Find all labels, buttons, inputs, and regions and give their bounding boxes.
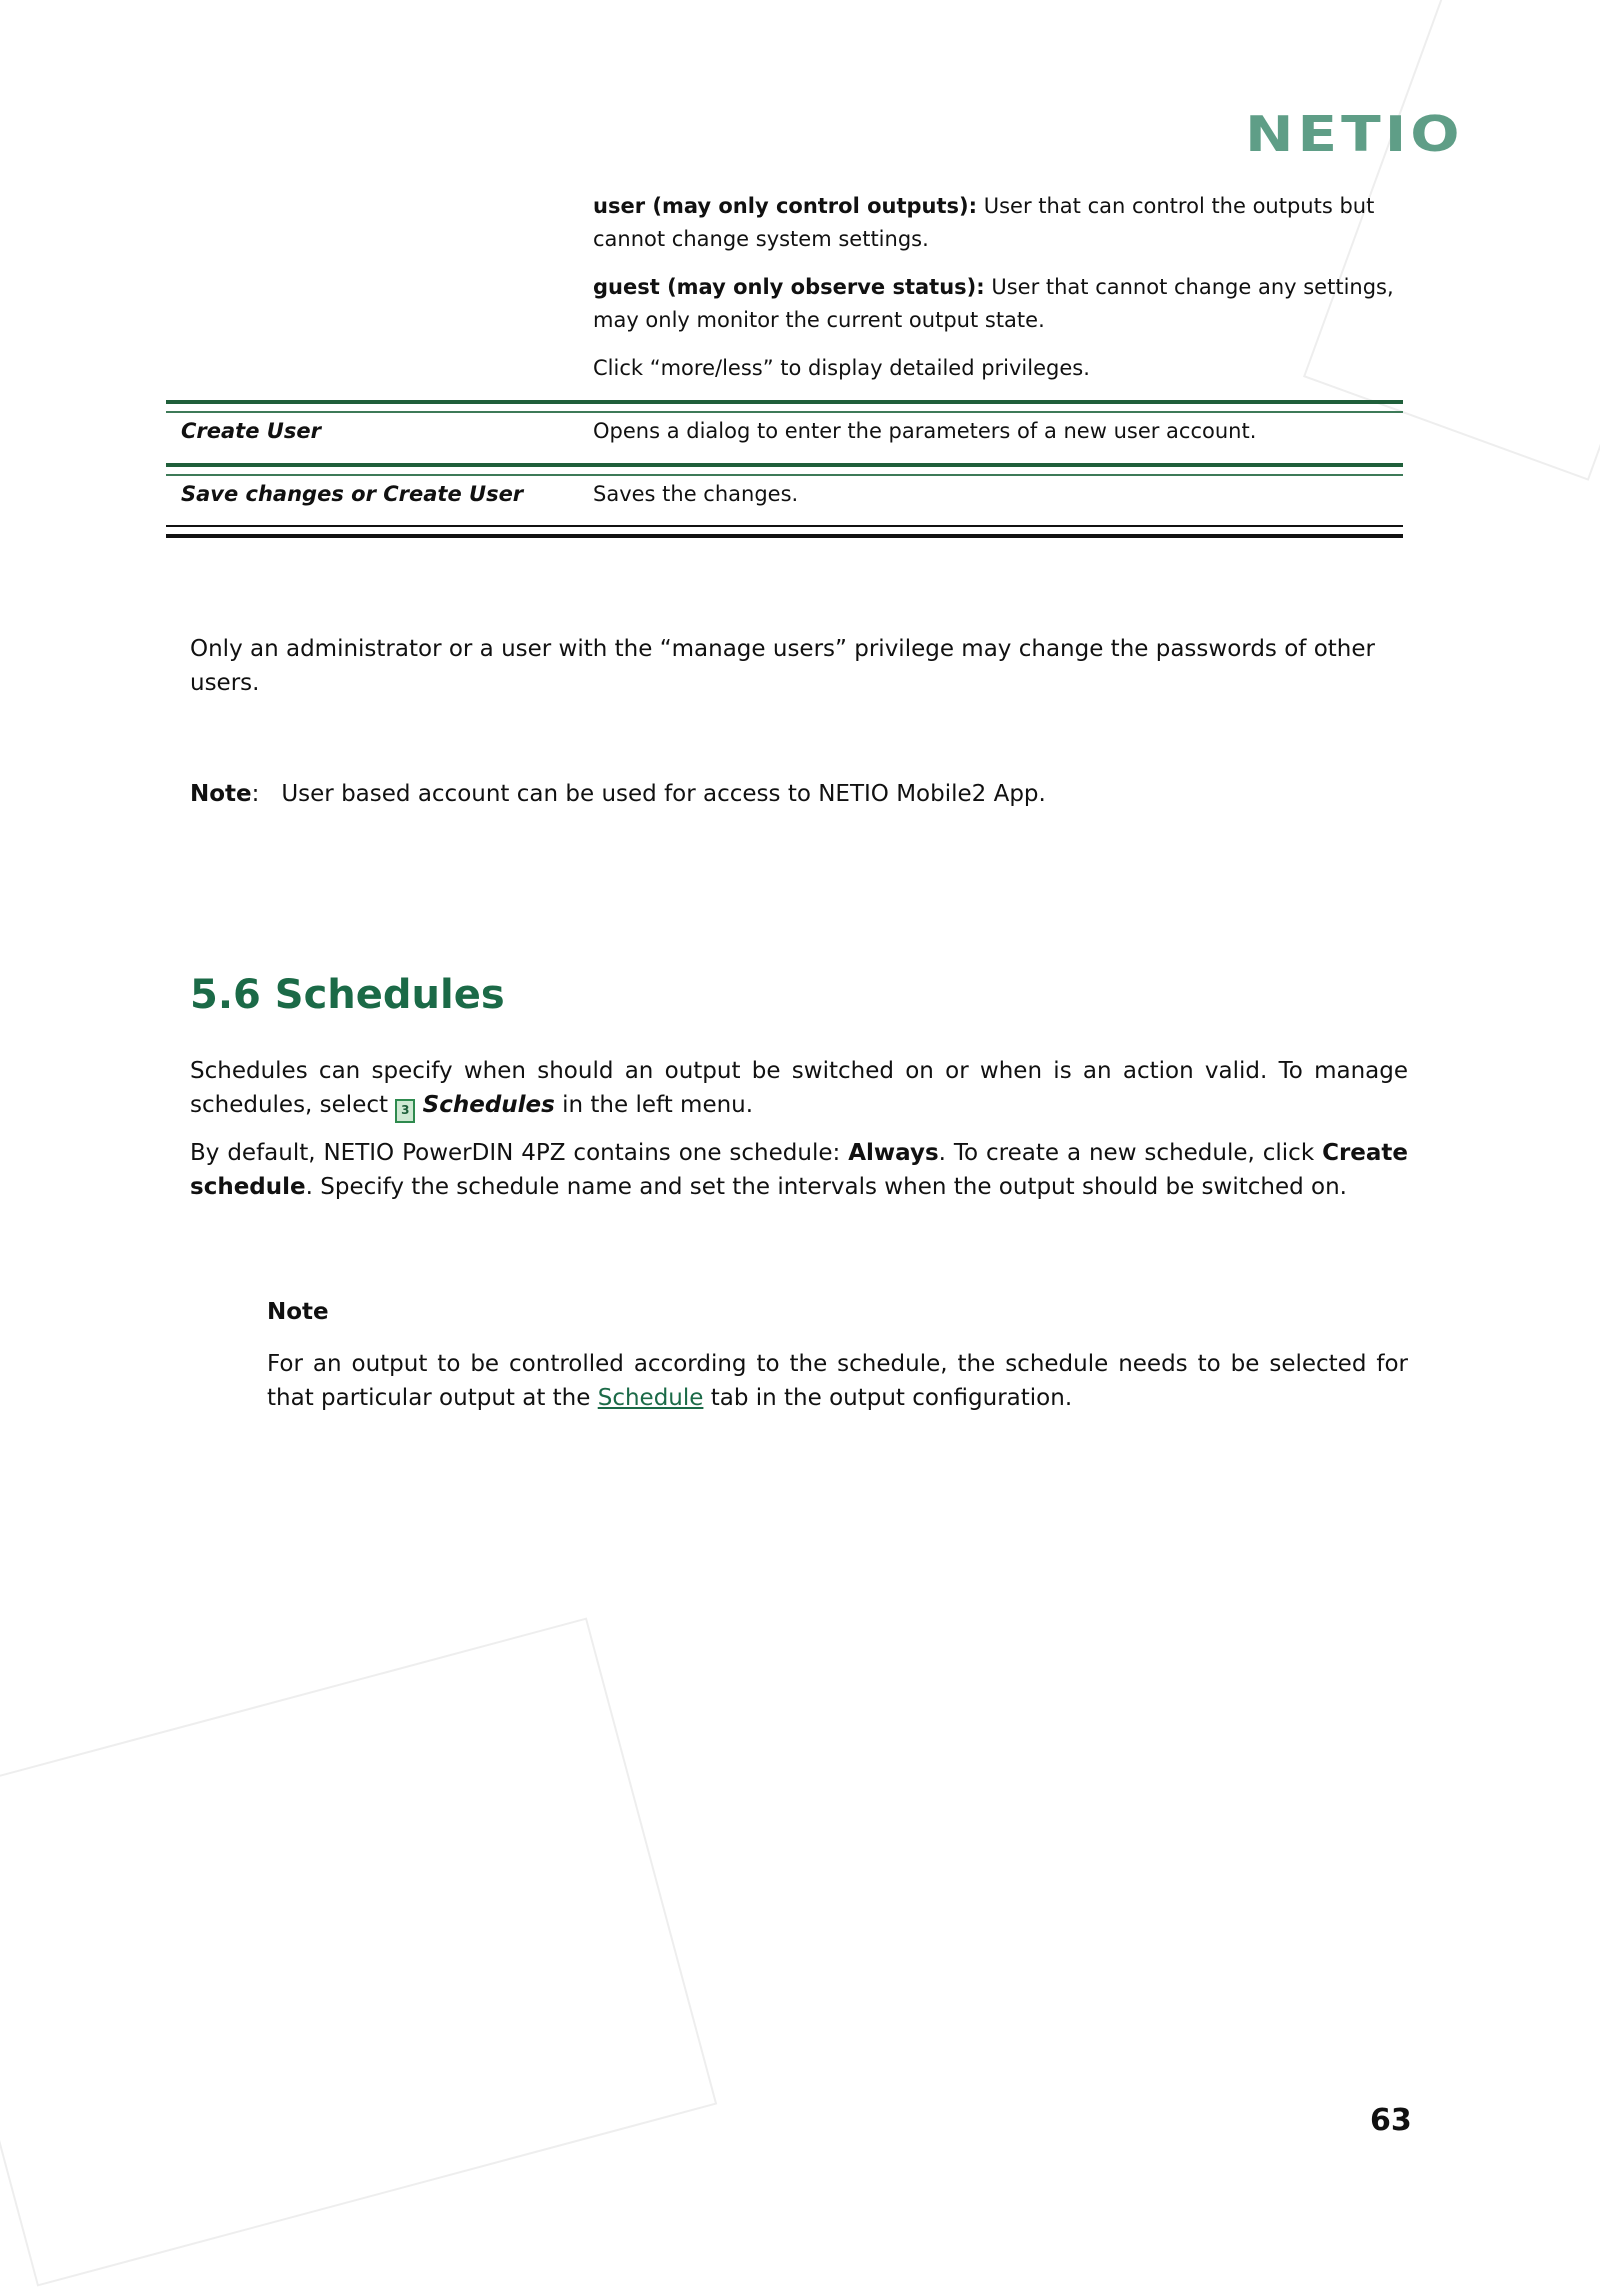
table-rule xyxy=(166,534,1403,538)
schedules-default xyxy=(190,1136,1408,1204)
note-text: User based account can be used for access to NETIO Mobile2 App. xyxy=(281,781,1046,807)
table-rule xyxy=(166,400,1403,404)
note-schedule xyxy=(267,1347,1408,1415)
text: Schedules can specify when should an output be switched on or when is an action valid. To manage schedules, select xyxy=(190,1058,1408,1118)
section-heading: 5.6 Schedules xyxy=(190,972,505,1018)
page-number: 63 xyxy=(1370,2103,1412,2138)
row-label-create-user: Create User xyxy=(181,419,321,443)
table-rule xyxy=(166,525,1403,527)
calendar-icon: 3 xyxy=(395,1099,415,1123)
admin-text: Only an administrator or a user with the “manage users” privilege may change the passwords of other users. xyxy=(190,636,1375,696)
text: in the left menu. xyxy=(562,1092,754,1118)
table-rule xyxy=(166,411,1403,413)
table-rule xyxy=(166,463,1403,467)
note-mobile-app: Note: User based account can be used for access to NETIO Mobile2 App. xyxy=(190,781,1046,807)
row-desc-create-user: Opens a dialog to enter the parameters of a new user account. xyxy=(593,419,1257,443)
privilege-guest xyxy=(593,271,1403,337)
text: . To create a new schedule, click xyxy=(938,1140,1315,1166)
note-heading: Note xyxy=(267,1299,329,1325)
netio-logo: NETIO xyxy=(1245,105,1464,163)
schedule-name: Always xyxy=(848,1140,939,1166)
menu-item-name: Schedules xyxy=(422,1092,555,1118)
note-label: Note xyxy=(190,781,252,807)
text: . Specify the schedule name and set the intervals when the output should be switched on. xyxy=(305,1174,1347,1200)
background-decoration xyxy=(0,1617,717,2286)
table-rule xyxy=(166,474,1403,476)
schedule-link[interactable]: Schedule xyxy=(597,1385,704,1411)
privilege-desc: User that can control the outputs but cannot change system settings. xyxy=(593,194,1375,251)
privilege-term: guest (may only observe status): xyxy=(593,275,985,299)
text: By default, NETIO PowerDIN 4PZ contains one schedule: xyxy=(190,1140,841,1166)
create-schedule-label: Create schedule xyxy=(190,1140,1409,1200)
schedules-intro xyxy=(190,1054,1408,1123)
privilege-user xyxy=(593,190,1403,256)
privilege-desc: User that cannot change any settings, may only monitor the current output state. xyxy=(593,275,1394,332)
row-label-save-changes: Save changes or Create User xyxy=(181,482,524,506)
text: tab in the output configuration. xyxy=(710,1385,1073,1411)
text: For an output to be controlled according to the schedule, the schedule needs to be selected for that particular output at the xyxy=(267,1351,1408,1411)
row-desc-save-changes: Saves the changes. xyxy=(593,482,799,506)
privilege-term: user (may only control outputs): xyxy=(593,194,978,218)
more-less-text: Click “more/less” to display detailed privileges. xyxy=(593,356,1090,380)
